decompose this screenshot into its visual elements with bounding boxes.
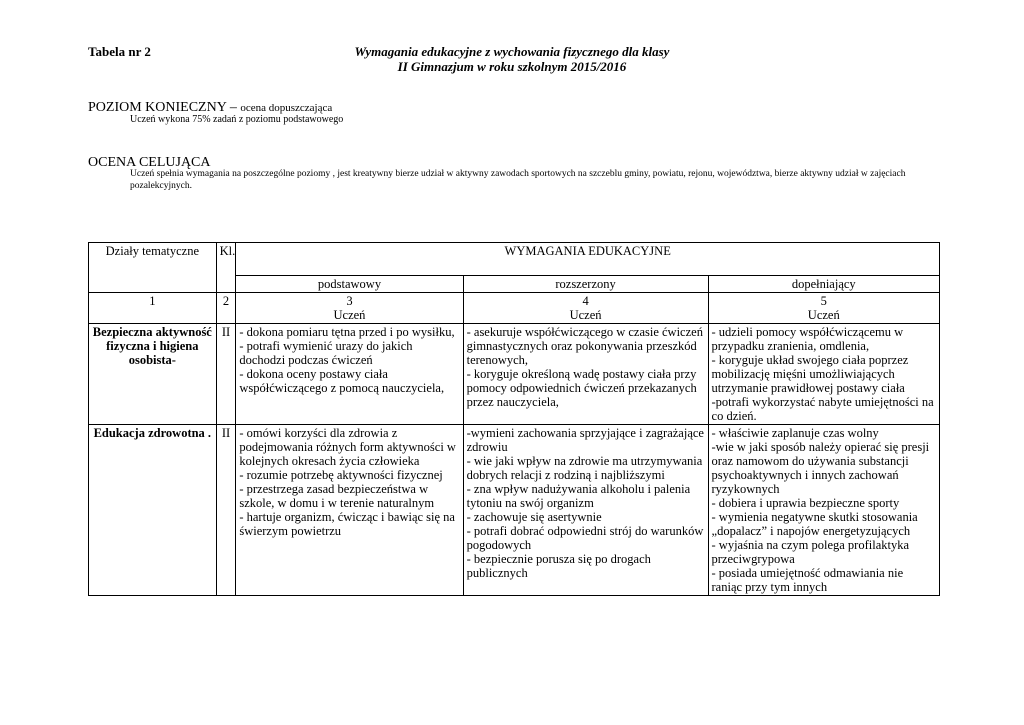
requirements-table (88, 242, 940, 596)
ocena-title: OCENA CELUJĄCA (88, 155, 211, 170)
title-line-1: Wymagania edukacyjne z wychowania fizycznego dla klasy (354, 44, 670, 59)
table-label: Tabela nr 2 (88, 44, 151, 59)
table-row (89, 425, 940, 596)
col-number-5: 5 Uczeń (708, 293, 939, 324)
poziom-description: Uczeń wykona 75% zadań z poziomu podstawowego (130, 114, 344, 125)
col-number-2: 2 (216, 293, 236, 324)
dopelniajacy-cell: - udzieli pomocy współćwiczącemu w przypadku zranienia, omdlenia, - koryguje układ swojego ciała poprzez mobilizację mięśni umożliwiających utrzymanie prawidłowej postawy ciała -potrafi wykorzystać nabyte umiejętności na co dzień. (708, 324, 939, 425)
col-number-4: 4 Uczeń (463, 293, 708, 324)
title-line-2: II Gimnazjum w roku szkolnym 2015/2016 (397, 59, 627, 74)
header-dzialy: Działy tematyczne (89, 243, 217, 293)
poziom-grade: ocena dopuszczająca (240, 102, 333, 114)
document-title (0, 44, 1024, 74)
podstawowy-cell: - dokona pomiaru tętna przed i po wysiłku, - potrafi wymienić urazy do jakich dochodzi podczas ćwiczeń - dokona oceny postawy ciała współćwiczącego z pomocą nauczyciela, (236, 324, 463, 425)
ocena-description: Uczeń spełnia wymagania na poszczególne poziomy , jest kreatywny bierze udział w aktywny zawodach sportowych na szczeblu gminy, powiatu, rejonu, województwa, bierze aktywny udział w zajęciach pozalekcyjnych. (130, 169, 906, 191)
header-kl: Kl. (216, 243, 236, 293)
dzial-cell: Edukacja zdrowotna . (89, 425, 217, 596)
dzial-cell: Bezpieczna aktywność fizyczna i higiena osobista- (89, 324, 217, 425)
level-podstawowy: podstawowy (236, 276, 463, 293)
col-number-1: 1 (89, 293, 217, 324)
poziom-title: POZIOM KONIECZNY (88, 100, 227, 115)
level-rozszerzony: rozszerzony (463, 276, 708, 293)
rozszerzony-cell: - asekuruje współćwiczącego w czasie ćwiczeń gimnastycznych oraz pokonywania przeszkód terenowych, - koryguje określoną wadę postawy ciała przy pomocy odpowiednich ćwiczeń przekazanych przez nauczyciela, (463, 324, 708, 425)
poziom-dash: – (226, 100, 241, 115)
kl-cell: II (216, 324, 236, 425)
level-dopelniajacy: dopełniający (708, 276, 939, 293)
podstawowy-cell: - omówi korzyści dla zdrowia z podejmowania różnych form aktywności w kolejnych okresach życia człowieka - rozumie potrzebę aktywności fizycznej - przestrzega zasad bezpieczeństwa w szkole, w domu i w terenie naturalnym - hartuje organizm, ćwicząc i bawiąc się na świerzym powietrzu (236, 425, 463, 596)
table-row (89, 324, 940, 425)
col-number-3: 3 Uczeń (236, 293, 463, 324)
kl-cell: II (216, 425, 236, 596)
rozszerzony-cell: -wymieni zachowania sprzyjające i zagrażające zdrowiu - wie jaki wpływ na zdrowie ma utrzymywania dobrych relacji z rodziną i najbliższymi - zna wpływ nadużywania alkoholu i palenia tytoniu na swój organizm - zachowuje się asertywnie - potrafi dobrać odpowiedni strój do warunków pogodowych - bezpiecznie porusza się po drogach publicznych (463, 425, 708, 596)
dopelniajacy-cell: - właściwie zaplanuje czas wolny -wie w jaki sposób należy opierać się presji oraz namowom do używania substancji psychoaktywnych i innych zachowań ryzykownych - dobiera i uprawia bezpieczne sporty - wymienia negatywne skutki stosowania „dopalacz” i napojów energetyzujących - wyjaśnia na czym polega profilaktyka przeciwgrypowa - posiada umiejętność odmawiania nie raniąc przy tym innych (708, 425, 939, 596)
header-wymagania: WYMAGANIA EDUKACYJNE (236, 243, 940, 276)
